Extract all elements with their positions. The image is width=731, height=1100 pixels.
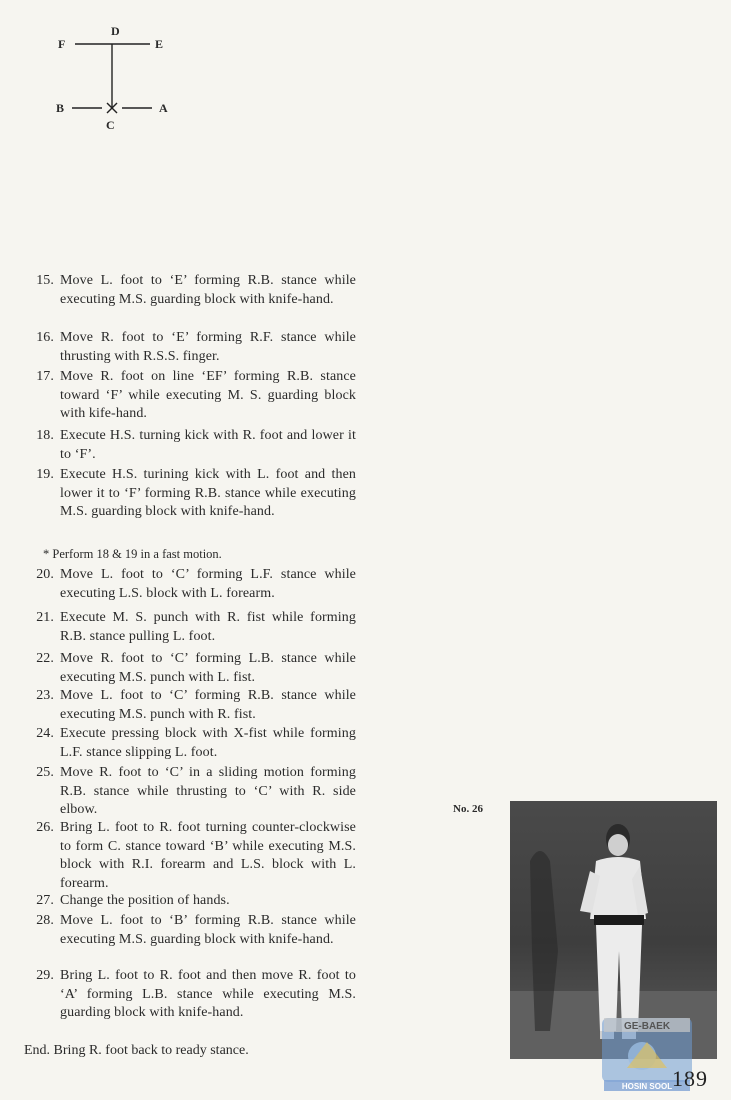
diagram-lines [50,20,190,140]
step-number: 24. [36,726,54,741]
diagram-label-d: D [111,24,120,38]
step-text: Move R. foot to ‘C’ forming L.B. stance while executing M.S. punch with L. fist. [60,651,356,685]
step-text: Move R. foot to ‘E’ forming R.F. stance while thrusting with R.S.S. finger. [60,330,356,364]
step-number: 16. [36,330,54,345]
watermark-top-text: GE-BAEK [623,1021,671,1032]
step-number: 29. [36,968,54,983]
diagram-label-f: F [58,37,66,51]
step-number: 18. [36,428,54,443]
watermark-bottom-text: HOSIN SOOL [621,1082,673,1091]
step-number: 19. [36,467,54,482]
step-number: 25. [36,765,54,780]
step-text: Execute H.S. turning kick with R. foot and lower it to ‘F’. [60,428,356,462]
step-text: Bring L. foot to R. foot turning counter-clockwise to form C. stance toward ‘B’ while executing M.S. block with R.I. forearm and L.S. block with L. forearm. [60,820,356,891]
step-text: Move L. foot to ‘B’ forming R.B. stance while executing M.S. guarding block with knife-hand. [60,913,356,947]
step-number: 23. [36,688,54,703]
step-text: Bring L. foot to R. foot and then move R. foot to ‘A’ forming L.B. stance while executing M.S. guarding block with knife-hand. [60,968,356,1020]
step-text: Execute M. S. punch with R. fist while forming R.B. stance pulling L. foot. [60,610,356,644]
step-text: Execute H.S. turining kick with L. foot and then lower it to ‘F’ forming R.B. stance while executing M.S. guarding block with knife-hand. [60,467,356,519]
note-fast-motion: * Perform 18 & 19 in a fast motion. [43,547,222,561]
step-text: Execute pressing block with X-fist while forming L.F. stance slipping L. foot. [60,726,356,760]
step-number: 27. [36,893,54,908]
step-text: Move L. foot to ‘E’ forming R.B. stance while executing M.S. guarding block with knife-hand. [60,273,356,307]
step-number: 15. [36,273,54,288]
photo-label: No. 26 [453,803,483,815]
diagram-label-e: E [155,37,164,51]
step-number: 26. [36,820,54,835]
end-instruction: End. Bring R. foot back to ready stance. [24,1043,249,1058]
step-number: 17. [36,369,54,384]
step-text: Change the position of hands. [60,893,230,908]
step-text: Move L. foot to ‘C’ forming L.F. stance while executing L.S. block with L. forearm. [60,567,356,601]
stance-line-diagram [50,20,190,140]
page-number: 189 [672,1066,708,1091]
step-text: Move R. foot to ‘C’ in a sliding motion forming R.B. stance while thrusting to ‘C’ with R. side elbow. [60,765,356,817]
diagram-label-b: B [56,101,65,115]
step-text: Move R. foot on line ‘EF’ forming R.B. stance toward ‘F’ while executing M. S. guarding block with kife-hand. [60,369,356,421]
step-number: 22. [36,651,54,666]
step-number: 20. [36,567,54,582]
step-number: 28. [36,913,54,928]
diagram-label-a: A [159,101,168,115]
step-number: 21. [36,610,54,625]
step-text: Move L. foot to ‘C’ forming R.B. stance while executing M.S. punch with R. fist. [60,688,356,722]
diagram-label-c: C [106,118,115,132]
